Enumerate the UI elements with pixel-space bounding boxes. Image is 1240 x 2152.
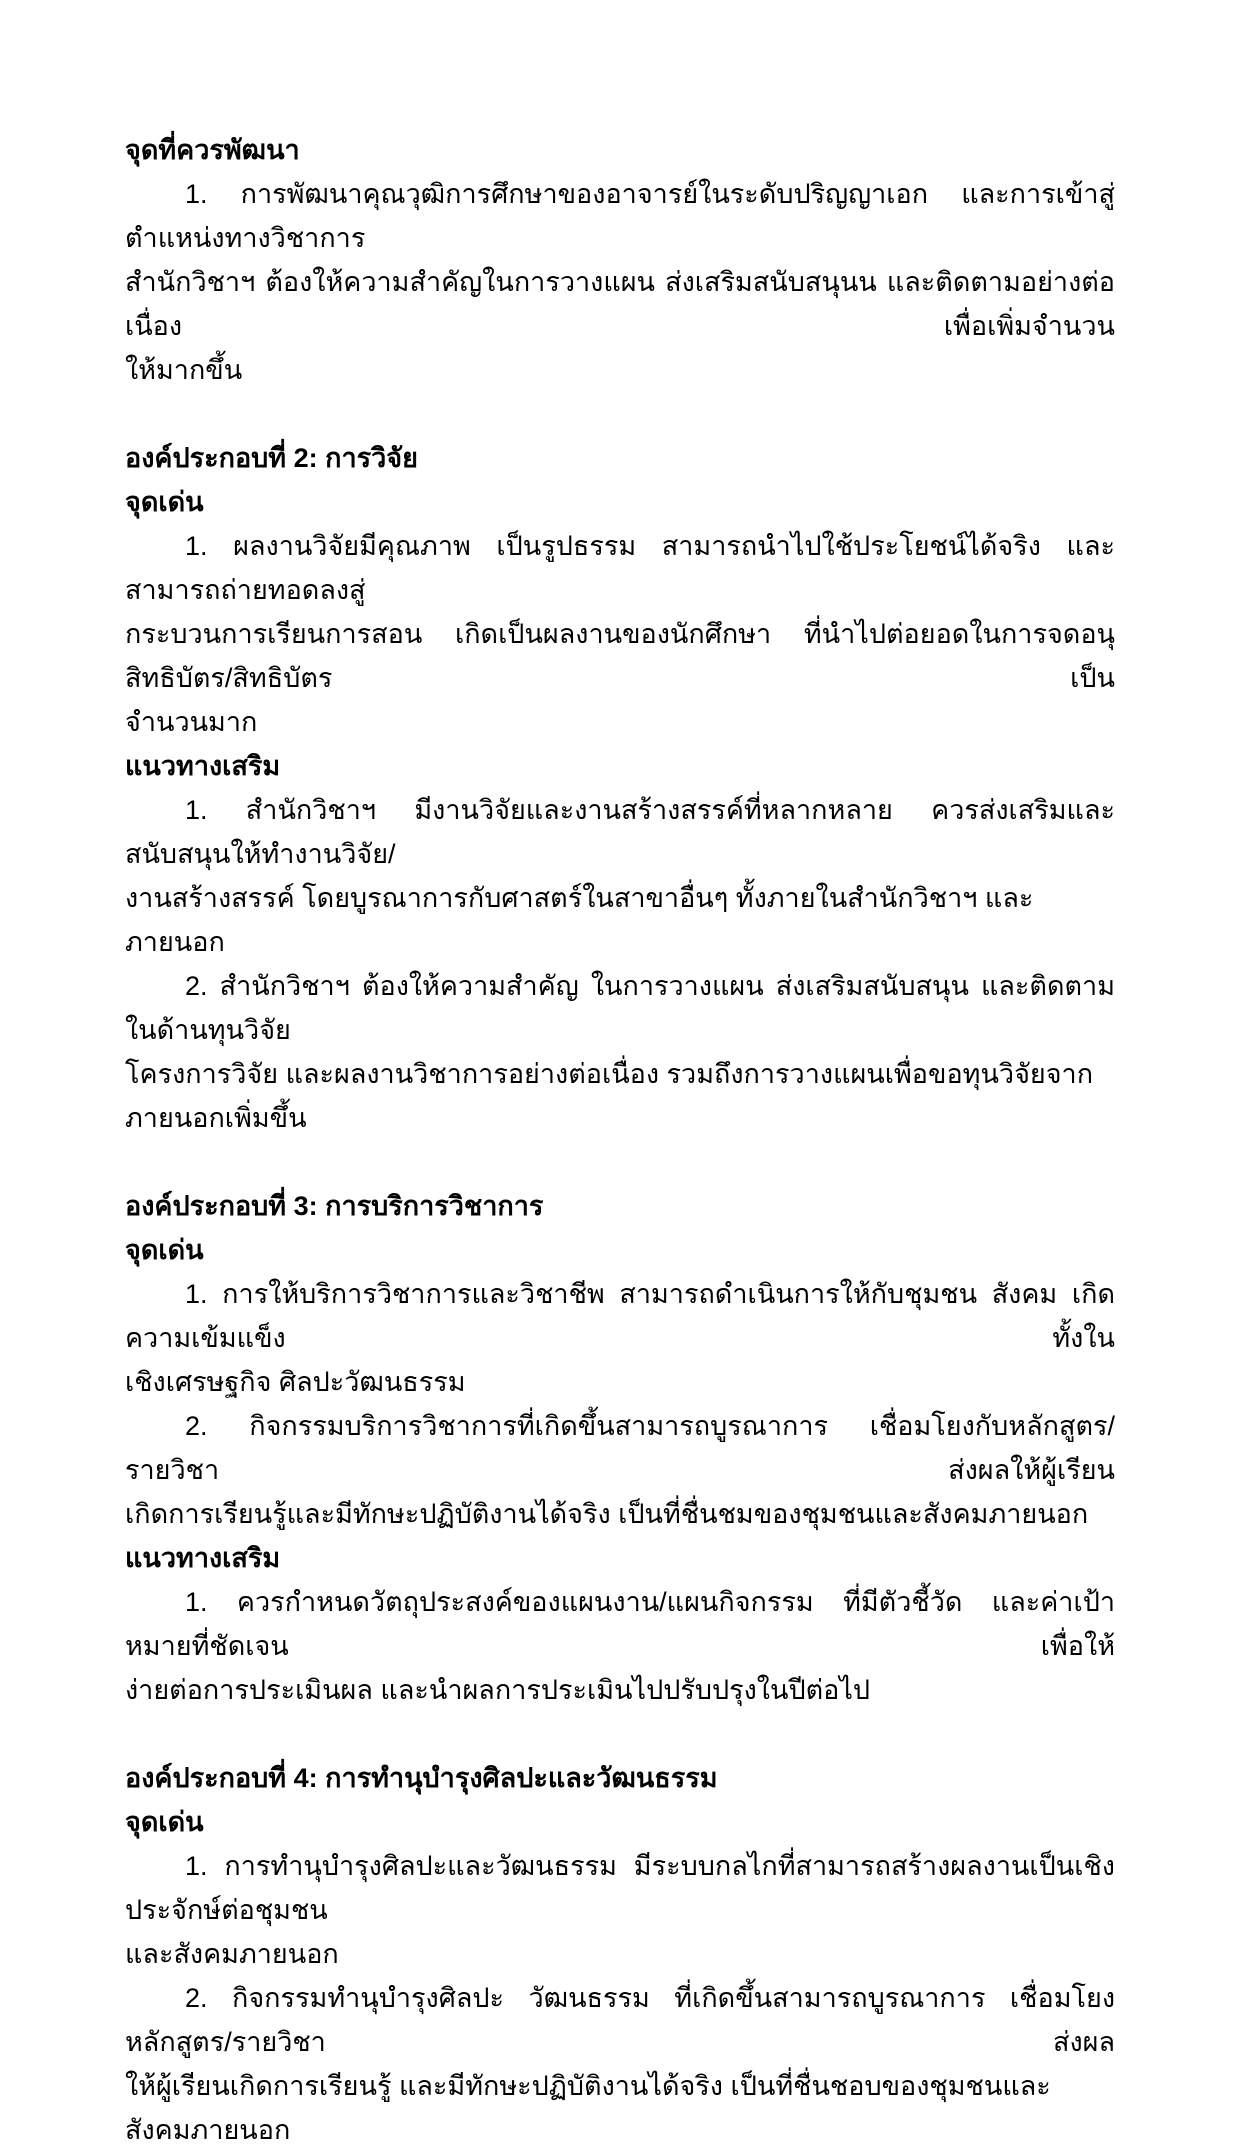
section-heading: จุดที่ควรพัฒนา [125,135,300,165]
paragraph-line: ให้ผู้เรียนเกิดการเรียนรู้ และมีทักษะปฏิบัติงานได้จริง เป็นที่ชื่นชอบของชุมชนและสังคมภายนอก [125,2071,1051,2145]
paragraph-line: ให้มากขึ้น [125,355,243,385]
paragraph-line: 1. การทำนุบำรุงศิลปะและวัฒนธรรม มีระบบกลไกที่สามารถสร้างผลงานเป็นเชิงประจักษ์ต่อชุมชน [125,1851,1115,1925]
paragraph-line: จำนวนมาก [125,707,258,737]
paragraph-line: 2. สำนักวิชาฯ ต้องให้ความสำคัญ ในการวางแผน ส่งเสริมสนับสนุน และติดตามในด้านทุนวิจัย [125,971,1115,1045]
paragraph-line: และสังคมภายนอก [125,1939,339,1969]
section-heading: แนวทางเสริม [125,1543,281,1573]
paragraph-line: เชิงเศรษฐกิจ ศิลปะวัฒนธรรม [125,1367,466,1397]
paragraph-line: กระบวนการเรียนการสอน เกิดเป็นผลงานของนักศึกษา ที่นำไปต่อยอดในการจดอนุสิทธิบัตร/สิทธิบัตร เป็น [125,619,1115,693]
section-gap [125,392,1115,436]
paragraph-line: 1. การให้บริการวิชาการและวิชาชีพ สามารถดำเนินการให้กับชุมชน สังคม เกิดความเข้มแข็ง ทั้งใน [125,1279,1115,1353]
paragraph-line: 1. ผลงานวิจัยมีคุณภาพ เป็นรูปธรรม สามารถนำไปใช้ประโยชน์ได้จริง และสามารถถ่ายทอดลงสู่ [125,531,1115,605]
section-heading: จุดเด่น [125,487,204,517]
paragraph-line: โครงการวิจัย และผลงานวิชาการอย่างต่อเนื่อง รวมถึงการวางแผนเพื่อขอทุนวิจัยจากภายนอกเพิ่มขึ้น [125,1059,1094,1133]
section-heading: องค์ประกอบที่ 2: การวิจัย [125,443,418,473]
section-heading: แนวทางเสริม [125,751,281,781]
paragraph-line: 1. ควรกำหนดวัตถุประสงค์ของแผนงาน/แผนกิจกรรม ที่มีตัวชี้วัด และค่าเป้าหมายที่ชัดเจน เพื่อให้ [125,1587,1115,1661]
document-content [125,128,1115,2152]
paragraph-line: สำนักวิชาฯ ต้องให้ความสำคัญในการวางแผน ส่งเสริมสนับสนุนน และติดตามอย่างต่อเนื่อง เพื่อเพิ่มจำนวน [125,267,1115,341]
paragraph-line: งานสร้างสรรค์ โดยบูรณาการกับศาสตร์ในสาขาอื่นๆ ทั้งภายในสำนักวิชาฯ และภายนอก [125,883,1034,957]
paragraph-line: 1. สำนักวิชาฯ มีงานวิจัยและงานสร้างสรรค์ที่หลากหลาย ควรส่งเสริมและสนับสนุนให้ทำงานวิจัย/ [125,795,1115,869]
paragraph-line: 2. กิจกรรมบริการวิชาการที่เกิดขึ้นสามารถบูรณาการ เชื่อมโยงกับหลักสูตร/รายวิชา ส่งผลให้ผู้เรียน [125,1411,1115,1485]
section-gap [125,1712,1115,1756]
section-heading: องค์ประกอบที่ 4: การทำนุบำรุงศิลปะและวัฒนธรรม [125,1763,718,1793]
paragraph-line: 1. การพัฒนาคุณวุฒิการศึกษาของอาจารย์ในระดับปริญญาเอก และการเข้าสู่ตำแหน่งทางวิชาการ [125,179,1115,253]
section-heading: จุดเด่น [125,1807,204,1837]
section-heading: องค์ประกอบที่ 3: การบริการวิชาการ [125,1191,544,1221]
paragraph-line: เกิดการเรียนรู้และมีทักษะปฏิบัติงานได้จริง เป็นที่ชื่นชมของชุมชนและสังคมภายนอก [125,1499,1089,1529]
section-heading: จุดเด่น [125,1235,204,1265]
section-gap [125,1140,1115,1184]
paragraph-line: 2. กิจกรรมทำนุบำรุงศิลปะ วัฒนธรรม ที่เกิดขึ้นสามารถบูรณาการ เชื่อมโยงหลักสูตร/รายวิชา ส่งผล [125,1983,1115,2057]
paragraph-line: ง่ายต่อการประเมินผล และนำผลการประเมินไปปรับปรุงในปีต่อไป [125,1675,871,1705]
